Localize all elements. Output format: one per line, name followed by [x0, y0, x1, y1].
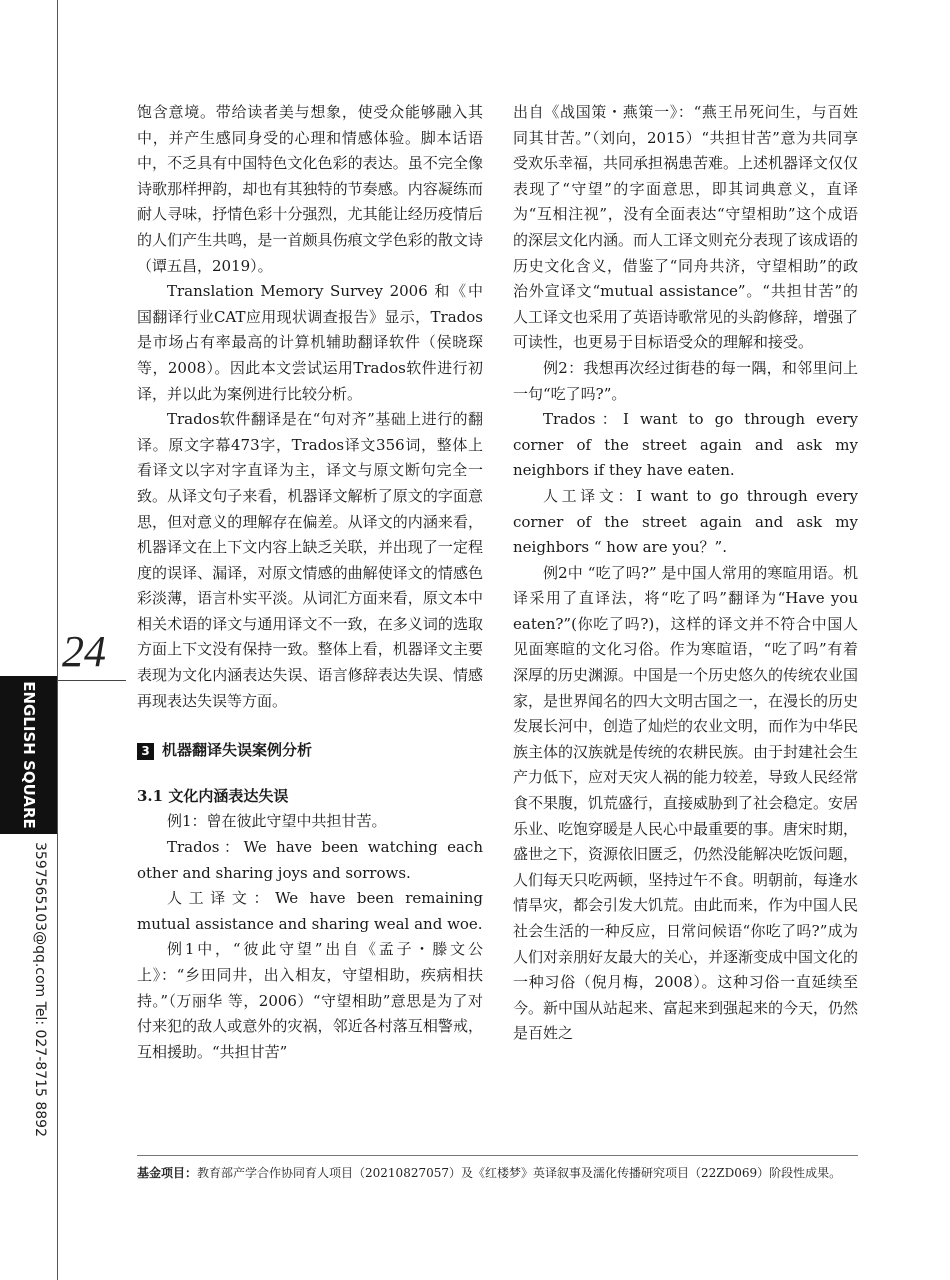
- paragraph: 饱含意境。带给读者美与想象，使受众能够融入其中，并产生感同身受的心理和情感体验。脚本话语中，不乏具有中国特色文化色彩的表达。虽不完全像诗歌那样押韵，却也有其独特的节奏感。内容凝练而耐人寻味，抒情色彩十分强烈，尤其能让经历疫情后的人们产生共鸣，是一首颇具伤痕文学色彩的散文诗（谭五昌，2019）。: [137, 103, 483, 275]
- margin-rule: [57, 0, 58, 1280]
- paragraph: 出自《战国策・燕策一》：“燕王吊死问生，与百姓同其甘苦。”（刘向，2015）“共担甘苦”意为共同享受欢乐幸福，共同承担祸患苦难。上述机器译文仅仅表现了“守望”的字面意思，即其词典意义，直译为“互相注视”，没有全面表达“守望相助”这个成语的深层文化内涵。而人工译文则充分表现了该成语的历史文化含义，借鉴了“同舟共济，守望相助”的政治外宣译文“mutual assistance”。“共担甘苦”的人工译文也采用了英语诗歌常见的头韵修辞，增强了可读性，也更易于目标语受众的理解和接受。: [513, 103, 859, 352]
- example-human: 人工译文：I want to go through every corner of the street again and ask my neighbors “ how are you？”.: [513, 486, 858, 557]
- contact-strip: [30, 842, 50, 1137]
- example-trados: Trados：I want to go through every corner of the street again and ask my neighbors if they have eaten.: [513, 410, 858, 480]
- example-source: 例1：曾在彼此守望中共担甘苦。: [167, 812, 387, 831]
- journal-name: ENGLISH SQUARE: [20, 681, 38, 829]
- footnote-rule: [137, 1155, 858, 1156]
- page-number: 24: [62, 627, 106, 676]
- paragraph: 例1中，“彼此守望”出自《孟子・滕文公上》：“乡田同井，出入相友，守望相助，疾病相扶持。”（万丽华 等，2006）“守望相助”意思是为了对付来犯的敌人或意外的灾祸，邻近各村落互相警戒，互相援助。“共担甘苦”: [137, 940, 483, 1061]
- paragraph: Translation Memory Survey 2006 和《中国翻译行业CAT应用现状调查报告》显示，Trados是市场占有率最高的计算机辅助翻译软件（侯晓琛 等，2008）。因此本文尝试运用Trados软件进行初译，并以此为案例进行比较分析。: [137, 282, 483, 403]
- footnote: [137, 1162, 858, 1184]
- paragraph: Trados软件翻译是在“句对齐”基础上进行的翻译。原文字幕473字，Trados译文356词，整体上看译文以字对字直译为主，译文与原文断句完全一致。从译文句子来看，机器译文解析了原文的字面意思，但对意义的理解存在偏差。从译文的内涵来看，机器译文在上下文内容上缺乏关联，并出现了一定程度的误译、漏译，对原文情感的曲解使译文的情感色彩淡薄，语言朴实平淡。从词汇方面来看，原文本中相关术语的译文与通用译文不一致，在多义词的选取方面上下文没有保持一致。整体上看，机器译文主要表现为文化内涵表达失误、语言修辞表达失误、情感再现表达失误等方面。: [137, 410, 483, 710]
- footnote-label: 基金项目：: [137, 1166, 198, 1180]
- contact-info: 3597565103@qq.com Tel: 027-8715 8892: [32, 842, 48, 1137]
- footnote-text: 教育部产学合作协同育人项目（20210827057）及《红楼梦》英译叙事及濡化传播研究项目（22ZD069）阶段性成果。: [197, 1166, 842, 1180]
- journal-side-tab: [0, 676, 57, 834]
- right-column: [513, 100, 858, 1047]
- example-source: 例2：我想再次经过街巷的每一隅，和邻里问上一句“吃了吗?”。: [513, 358, 858, 403]
- section-heading: [137, 738, 483, 764]
- example-trados: Trados：We have been watching each other and sharing joys and sorrows.: [137, 838, 483, 882]
- paragraph: 例2中 “吃了吗?” 是中国人常用的寒暄用语。机译采用了直译法，将“吃了吗”翻译为“Have you eaten?”(你吃了吗?)，这样的译文并不符合中国人见面寒暄的文化习俗。作为寒暄语，“吃了吗”有着深厚的历史渊源。中国是一个历史悠久的传统农业国家，是世界闻名的四大文明古国之一，在漫长的历史发展长河中，创造了灿烂的农业文明，而作为中华民族主体的汉族就是传统的农耕民族。由于封建社会生产力低下，应对天灾人祸的能力较差，导致人民经常食不果腹，饥荒盛行，直接威胁到了社会稳定。安居乐业、吃饱穿暖是人民心中最重要的事。唐宋时期，盛世之下，资源依旧匮乏，仍然没能解决吃饭问题，人们每天只吃两顿，坚持过午不食。明朝前，每逢水情旱灾，都会引发大饥荒。由此而来，作为中国人民社会生活的一种反应，日常问候语“你吃了吗?”成为人们对亲朋好友最大的关心，并逐渐变成中国文化的一种习俗（倪月梅，2008）。这种习俗一直延续至今。新中国从站起来、富起来到强起来的今天，仍然是百姓之: [513, 563, 859, 1043]
- section-number: 3: [137, 743, 154, 760]
- section-title: 机器翻译失误案例分析: [162, 741, 313, 760]
- page-number-rule: [58, 680, 126, 681]
- example-human: 人工译文：We have been remaining mutual assistance and sharing weal and woe.: [137, 889, 483, 933]
- subsection-heading: 3.1 文化内涵表达失误: [137, 786, 289, 805]
- left-column: [137, 100, 483, 1065]
